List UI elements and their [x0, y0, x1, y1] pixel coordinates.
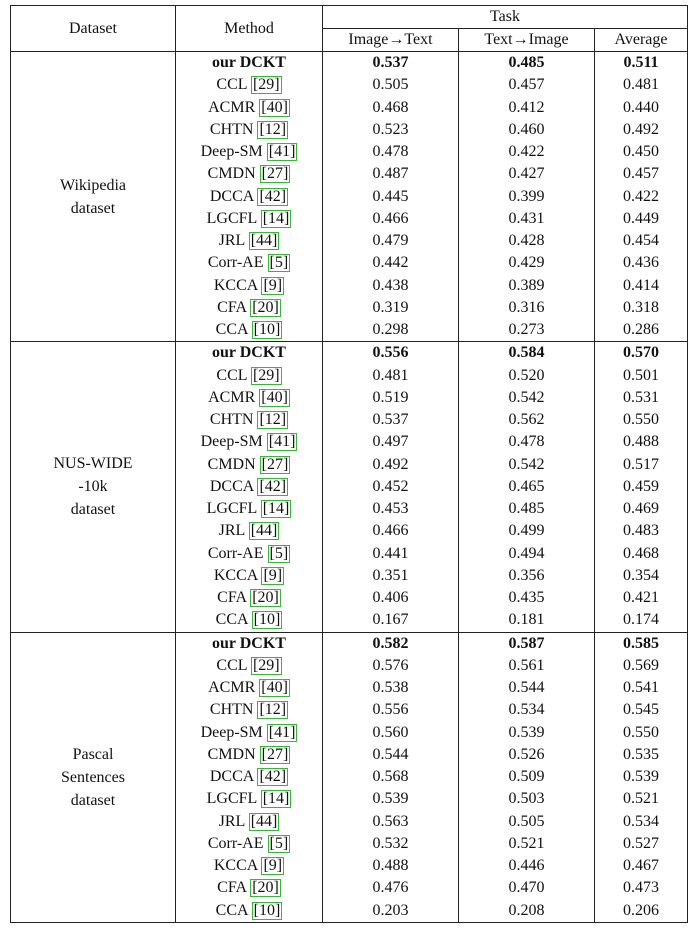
citation-number: 20 [257, 589, 274, 607]
citation-link[interactable]: [42] [259, 768, 287, 786]
method-label: CCL [216, 366, 247, 384]
citation-link[interactable]: [20] [252, 589, 279, 607]
method-label: CCL [216, 76, 247, 94]
citation-number: 12 [264, 120, 281, 138]
text-to-image-value: 0.465 [459, 476, 595, 498]
table-row [11, 52, 688, 75]
average-value: 0.534 [595, 811, 688, 833]
average-value: 0.539 [595, 766, 688, 788]
method-name [176, 744, 323, 766]
method-name [176, 877, 323, 899]
average-value: 0.436 [595, 252, 688, 274]
image-to-text-value: 0.568 [323, 766, 459, 788]
method-name [176, 252, 323, 274]
average-value: 0.545 [595, 699, 688, 721]
citation-link[interactable]: [10] [253, 321, 281, 339]
text-to-image-value: 0.428 [459, 230, 595, 252]
text-to-image-value: 0.526 [459, 744, 595, 766]
citation-number: 5 [274, 254, 283, 272]
text-to-image-value: 0.429 [459, 252, 595, 274]
citation-link[interactable]: [14] [262, 500, 290, 518]
text-to-image-value: 0.422 [459, 141, 595, 163]
text-to-image-value: 0.389 [459, 275, 595, 297]
method-name [176, 119, 323, 141]
method-label: ACMR [208, 679, 256, 697]
dataset-name-line: Sentences [61, 768, 125, 786]
average-value: 0.541 [595, 677, 688, 699]
average-value: 0.440 [595, 97, 688, 119]
image-to-text-value: 0.532 [323, 833, 459, 855]
image-to-text-value: 0.442 [323, 252, 459, 274]
image-to-text-value: 0.453 [323, 498, 459, 520]
image-to-text-value: 0.445 [323, 186, 459, 208]
citation-number: 29 [258, 76, 275, 94]
image-to-text-value: 0.466 [323, 208, 459, 230]
citation-number: 10 [259, 321, 275, 339]
citation-number: 20 [257, 298, 274, 316]
text-to-image-value: 0.431 [459, 208, 595, 230]
method-label: Deep-SM [200, 723, 263, 741]
method-name [176, 655, 323, 677]
average-value: 0.422 [595, 186, 688, 208]
citation-number: 9 [268, 566, 277, 584]
citation-number: 44 [256, 522, 273, 540]
text-to-image-value: 0.562 [459, 409, 595, 431]
method-label: ACMR [208, 388, 256, 406]
citation-number: 12 [264, 411, 281, 429]
image-to-text-value: 0.539 [323, 788, 459, 810]
citation-number: 41 [274, 723, 291, 741]
method-name [176, 97, 323, 119]
citation-link[interactable]: [14] [262, 209, 290, 227]
method-label: Corr-AE [207, 254, 264, 272]
method-name [176, 788, 323, 810]
image-to-text-value: 0.298 [323, 319, 459, 342]
text-to-image-value: 0.273 [459, 319, 595, 342]
image-to-text-value: 0.441 [323, 543, 459, 565]
image-to-text-value: 0.537 [323, 409, 459, 431]
dataset-name-line: Wikipedia [60, 176, 126, 194]
method-label: CMDN [207, 745, 256, 763]
image-to-text-value: 0.544 [323, 744, 459, 766]
method-label: CHTN [209, 411, 254, 429]
method-name [176, 722, 323, 744]
citation-number: 41 [274, 143, 291, 161]
average-value: 0.450 [595, 141, 688, 163]
citation-number: 27 [267, 165, 283, 183]
citation-number: 14 [268, 790, 285, 808]
image-to-text-value: 0.406 [323, 587, 459, 609]
method-label: DCCA [209, 187, 254, 205]
average-value: 0.206 [595, 900, 688, 923]
text-to-image-value: 0.181 [459, 609, 595, 632]
header-dataset: Dataset [11, 6, 176, 52]
citation-number: 12 [264, 701, 281, 719]
method-name [176, 498, 323, 520]
image-to-text-value: 0.519 [323, 387, 459, 409]
average-value: 0.517 [595, 454, 688, 476]
text-to-image-value: 0.494 [459, 543, 595, 565]
header-task: Task [323, 6, 688, 29]
citation-link[interactable]: [14] [262, 790, 290, 808]
method-label: our DCKT [212, 344, 286, 362]
text-to-image-value: 0.587 [459, 632, 595, 655]
image-to-text-value: 0.478 [323, 141, 459, 163]
method-name [176, 900, 323, 923]
method-name [176, 766, 323, 788]
image-to-text-value: 0.438 [323, 275, 459, 297]
method-label: CHTN [209, 701, 254, 719]
method-name [176, 833, 323, 855]
citation-number: 29 [258, 656, 275, 674]
citation-link[interactable]: [44] [250, 522, 278, 540]
text-to-image-value: 0.561 [459, 655, 595, 677]
citation-number: 42 [264, 477, 281, 495]
citation-link[interactable]: [27] [261, 745, 289, 763]
citation-link[interactable]: [40] [261, 388, 288, 406]
method-label: CMDN [207, 165, 256, 183]
citation-number: 10 [259, 611, 275, 629]
citation-link[interactable]: [40] [261, 679, 288, 697]
citation-link[interactable]: [27] [261, 165, 289, 183]
citation-link[interactable]: [5] [269, 834, 289, 852]
method-name [176, 230, 323, 252]
average-value: 0.414 [595, 275, 688, 297]
method-name [176, 811, 323, 833]
text-to-image-value: 0.478 [459, 431, 595, 453]
image-to-text-value: 0.488 [323, 855, 459, 877]
method-label: our DCKT [212, 634, 286, 652]
image-to-text-value: 0.481 [323, 365, 459, 387]
average-value: 0.585 [595, 632, 688, 655]
method-name [176, 699, 323, 721]
citation-number: 44 [256, 232, 273, 250]
method-name [176, 387, 323, 409]
average-value: 0.469 [595, 498, 688, 520]
method-name [176, 186, 323, 208]
text-to-image-value: 0.539 [459, 722, 595, 744]
average-value: 0.501 [595, 365, 688, 387]
citation-number: 44 [256, 812, 273, 830]
text-to-image-value: 0.427 [459, 163, 595, 185]
citation-link[interactable]: [44] [250, 812, 278, 830]
header-method: Method [176, 6, 323, 52]
method-label: CCA [215, 611, 248, 629]
dataset-name-line: dataset [70, 791, 116, 809]
header-average: Average [595, 29, 688, 52]
image-to-text-value: 0.452 [323, 476, 459, 498]
average-value: 0.511 [595, 52, 688, 75]
text-to-image-value: 0.446 [459, 855, 595, 877]
method-name [176, 319, 323, 342]
citation-number: 40 [266, 679, 283, 697]
method-name [176, 52, 323, 75]
text-to-image-value: 0.208 [459, 900, 595, 923]
method-name [176, 141, 323, 163]
method-label: KCCA [213, 276, 258, 294]
citation-link[interactable]: [40] [261, 98, 288, 116]
image-to-text-value: 0.476 [323, 877, 459, 899]
text-to-image-value: 0.457 [459, 74, 595, 96]
method-label: LGCFL [206, 790, 257, 808]
method-label: LGCFL [206, 209, 257, 227]
average-value: 0.481 [595, 74, 688, 96]
method-label: our DCKT [212, 54, 286, 72]
citation-link[interactable]: [5] [269, 544, 289, 562]
method-name [176, 275, 323, 297]
method-label: Corr-AE [207, 544, 264, 562]
table-row [11, 342, 688, 365]
average-value: 0.521 [595, 788, 688, 810]
text-to-image-value: 0.521 [459, 833, 595, 855]
dataset-name-line: Pascal [72, 745, 114, 763]
citation-link[interactable]: [12] [259, 411, 287, 429]
dataset-name [11, 632, 176, 922]
image-to-text-value: 0.523 [323, 119, 459, 141]
average-value: 0.527 [595, 833, 688, 855]
citation-number: 14 [268, 209, 285, 227]
method-name [176, 632, 323, 655]
method-label: CFA [217, 879, 247, 897]
method-name [176, 342, 323, 365]
method-label: JRL [218, 812, 245, 830]
method-name [176, 520, 323, 542]
citation-link[interactable]: [42] [259, 477, 287, 495]
method-label: JRL [218, 522, 245, 540]
citation-number: 40 [266, 388, 283, 406]
citation-number: 27 [267, 455, 283, 473]
text-to-image-value: 0.584 [459, 342, 595, 365]
image-to-text-value: 0.466 [323, 520, 459, 542]
text-to-image-value: 0.534 [459, 699, 595, 721]
citation-link[interactable]: [44] [250, 232, 278, 250]
citation-link[interactable]: [10] [253, 611, 281, 629]
average-value: 0.459 [595, 476, 688, 498]
image-to-text-value: 0.351 [323, 565, 459, 587]
average-value: 0.483 [595, 520, 688, 542]
text-to-image-value: 0.542 [459, 387, 595, 409]
image-to-text-value: 0.319 [323, 297, 459, 319]
method-label: CMDN [207, 455, 256, 473]
method-label: CHTN [209, 120, 254, 138]
method-label: CCA [215, 321, 248, 339]
method-name [176, 74, 323, 96]
text-to-image-value: 0.520 [459, 365, 595, 387]
method-name [176, 454, 323, 476]
citation-number: 42 [264, 187, 281, 205]
citation-link[interactable]: [9] [263, 276, 283, 294]
citation-link[interactable]: [9] [263, 566, 283, 584]
dataset-name-line: -10k [78, 478, 108, 496]
average-value: 0.473 [595, 877, 688, 899]
citation-link[interactable]: [20] [252, 298, 279, 316]
average-value: 0.174 [595, 609, 688, 632]
average-value: 0.535 [595, 744, 688, 766]
citation-number: 41 [274, 433, 291, 451]
text-to-image-value: 0.544 [459, 677, 595, 699]
citation-link[interactable]: [5] [269, 254, 289, 272]
citation-link[interactable]: [9] [263, 857, 283, 875]
text-to-image-value: 0.470 [459, 877, 595, 899]
average-value: 0.569 [595, 655, 688, 677]
average-value: 0.286 [595, 319, 688, 342]
image-to-text-value: 0.556 [323, 699, 459, 721]
method-label: Deep-SM [200, 433, 263, 451]
table-row [11, 632, 688, 655]
method-name [176, 365, 323, 387]
text-to-image-value: 0.412 [459, 97, 595, 119]
image-to-text-value: 0.556 [323, 342, 459, 365]
citation-link[interactable]: [12] [259, 701, 287, 719]
dataset-name-line: dataset [70, 501, 116, 519]
citation-number: 9 [268, 276, 277, 294]
citation-number: 9 [268, 857, 277, 875]
results-table [10, 5, 688, 923]
method-name [176, 855, 323, 877]
citation-number: 42 [264, 768, 281, 786]
results-body [11, 52, 688, 923]
method-label: KCCA [213, 566, 258, 584]
image-to-text-value: 0.560 [323, 722, 459, 744]
citation-link[interactable]: [41] [268, 723, 296, 741]
text-to-image-value: 0.356 [459, 565, 595, 587]
image-to-text-value: 0.479 [323, 230, 459, 252]
method-label: CCL [216, 656, 247, 674]
citation-link[interactable]: [29] [252, 76, 280, 94]
image-to-text-value: 0.203 [323, 900, 459, 923]
average-value: 0.550 [595, 409, 688, 431]
method-name [176, 431, 323, 453]
text-to-image-value: 0.316 [459, 297, 595, 319]
citation-link[interactable]: [29] [252, 366, 280, 384]
citation-link[interactable]: [41] [268, 433, 296, 451]
citation-link[interactable]: [27] [261, 455, 289, 473]
method-name [176, 565, 323, 587]
citation-link[interactable]: [29] [252, 656, 280, 674]
text-to-image-value: 0.399 [459, 186, 595, 208]
average-value: 0.492 [595, 119, 688, 141]
image-to-text-value: 0.497 [323, 431, 459, 453]
citation-link[interactable]: [20] [252, 879, 279, 897]
text-to-image-value: 0.509 [459, 766, 595, 788]
image-to-text-value: 0.582 [323, 632, 459, 655]
average-value: 0.457 [595, 163, 688, 185]
citation-number: 20 [257, 879, 274, 897]
citation-number: 27 [267, 745, 283, 763]
citation-link[interactable]: [42] [259, 187, 287, 205]
text-to-image-value: 0.505 [459, 811, 595, 833]
image-to-text-value: 0.563 [323, 811, 459, 833]
method-label: CFA [217, 589, 247, 607]
image-to-text-value: 0.492 [323, 454, 459, 476]
method-label: JRL [218, 232, 245, 250]
method-label: LGCFL [206, 500, 257, 518]
method-name [176, 163, 323, 185]
method-name [176, 297, 323, 319]
image-to-text-value: 0.576 [323, 655, 459, 677]
image-to-text-value: 0.538 [323, 677, 459, 699]
image-to-text-value: 0.167 [323, 609, 459, 632]
text-to-image-value: 0.485 [459, 52, 595, 75]
text-to-image-value: 0.435 [459, 587, 595, 609]
text-to-image-value: 0.460 [459, 119, 595, 141]
citation-number: 5 [274, 834, 283, 852]
method-name [176, 609, 323, 632]
text-to-image-value: 0.499 [459, 520, 595, 542]
citation-link[interactable]: [10] [253, 901, 281, 919]
average-value: 0.468 [595, 543, 688, 565]
average-value: 0.531 [595, 387, 688, 409]
citation-number: 40 [266, 98, 283, 116]
dataset-name-line: NUS-WIDE [53, 455, 133, 473]
average-value: 0.421 [595, 587, 688, 609]
method-label: CCA [215, 901, 248, 919]
citation-number: 10 [259, 901, 275, 919]
citation-number: 29 [258, 366, 275, 384]
method-label: Deep-SM [200, 143, 263, 161]
average-value: 0.318 [595, 297, 688, 319]
image-to-text-value: 0.537 [323, 52, 459, 75]
average-value: 0.454 [595, 230, 688, 252]
average-value: 0.354 [595, 565, 688, 587]
image-to-text-value: 0.487 [323, 163, 459, 185]
average-value: 0.449 [595, 208, 688, 230]
citation-number: 14 [268, 500, 285, 518]
image-to-text-value: 0.468 [323, 97, 459, 119]
average-value: 0.467 [595, 855, 688, 877]
average-value: 0.550 [595, 722, 688, 744]
method-name [176, 476, 323, 498]
method-label: DCCA [209, 768, 254, 786]
method-label: Corr-AE [207, 834, 264, 852]
method-name [176, 409, 323, 431]
text-to-image-value: 0.542 [459, 454, 595, 476]
text-to-image-value: 0.503 [459, 788, 595, 810]
method-name [176, 543, 323, 565]
method-name [176, 677, 323, 699]
text-to-image-value: 0.485 [459, 498, 595, 520]
method-label: KCCA [213, 857, 258, 875]
image-to-text-value: 0.505 [323, 74, 459, 96]
citation-link[interactable]: [41] [268, 143, 296, 161]
method-name [176, 587, 323, 609]
header-image-to-text: Image→Text [323, 29, 459, 52]
method-label: CFA [217, 298, 247, 316]
dataset-name [11, 52, 176, 342]
method-label: DCCA [209, 477, 254, 495]
method-label: ACMR [208, 98, 256, 116]
header-text-to-image: Text→Image [459, 29, 595, 52]
average-value: 0.488 [595, 431, 688, 453]
method-name [176, 208, 323, 230]
citation-link[interactable]: [12] [259, 120, 287, 138]
citation-number: 5 [274, 544, 283, 562]
dataset-name-line: dataset [70, 199, 116, 217]
average-value: 0.570 [595, 342, 688, 365]
dataset-name [11, 342, 176, 632]
